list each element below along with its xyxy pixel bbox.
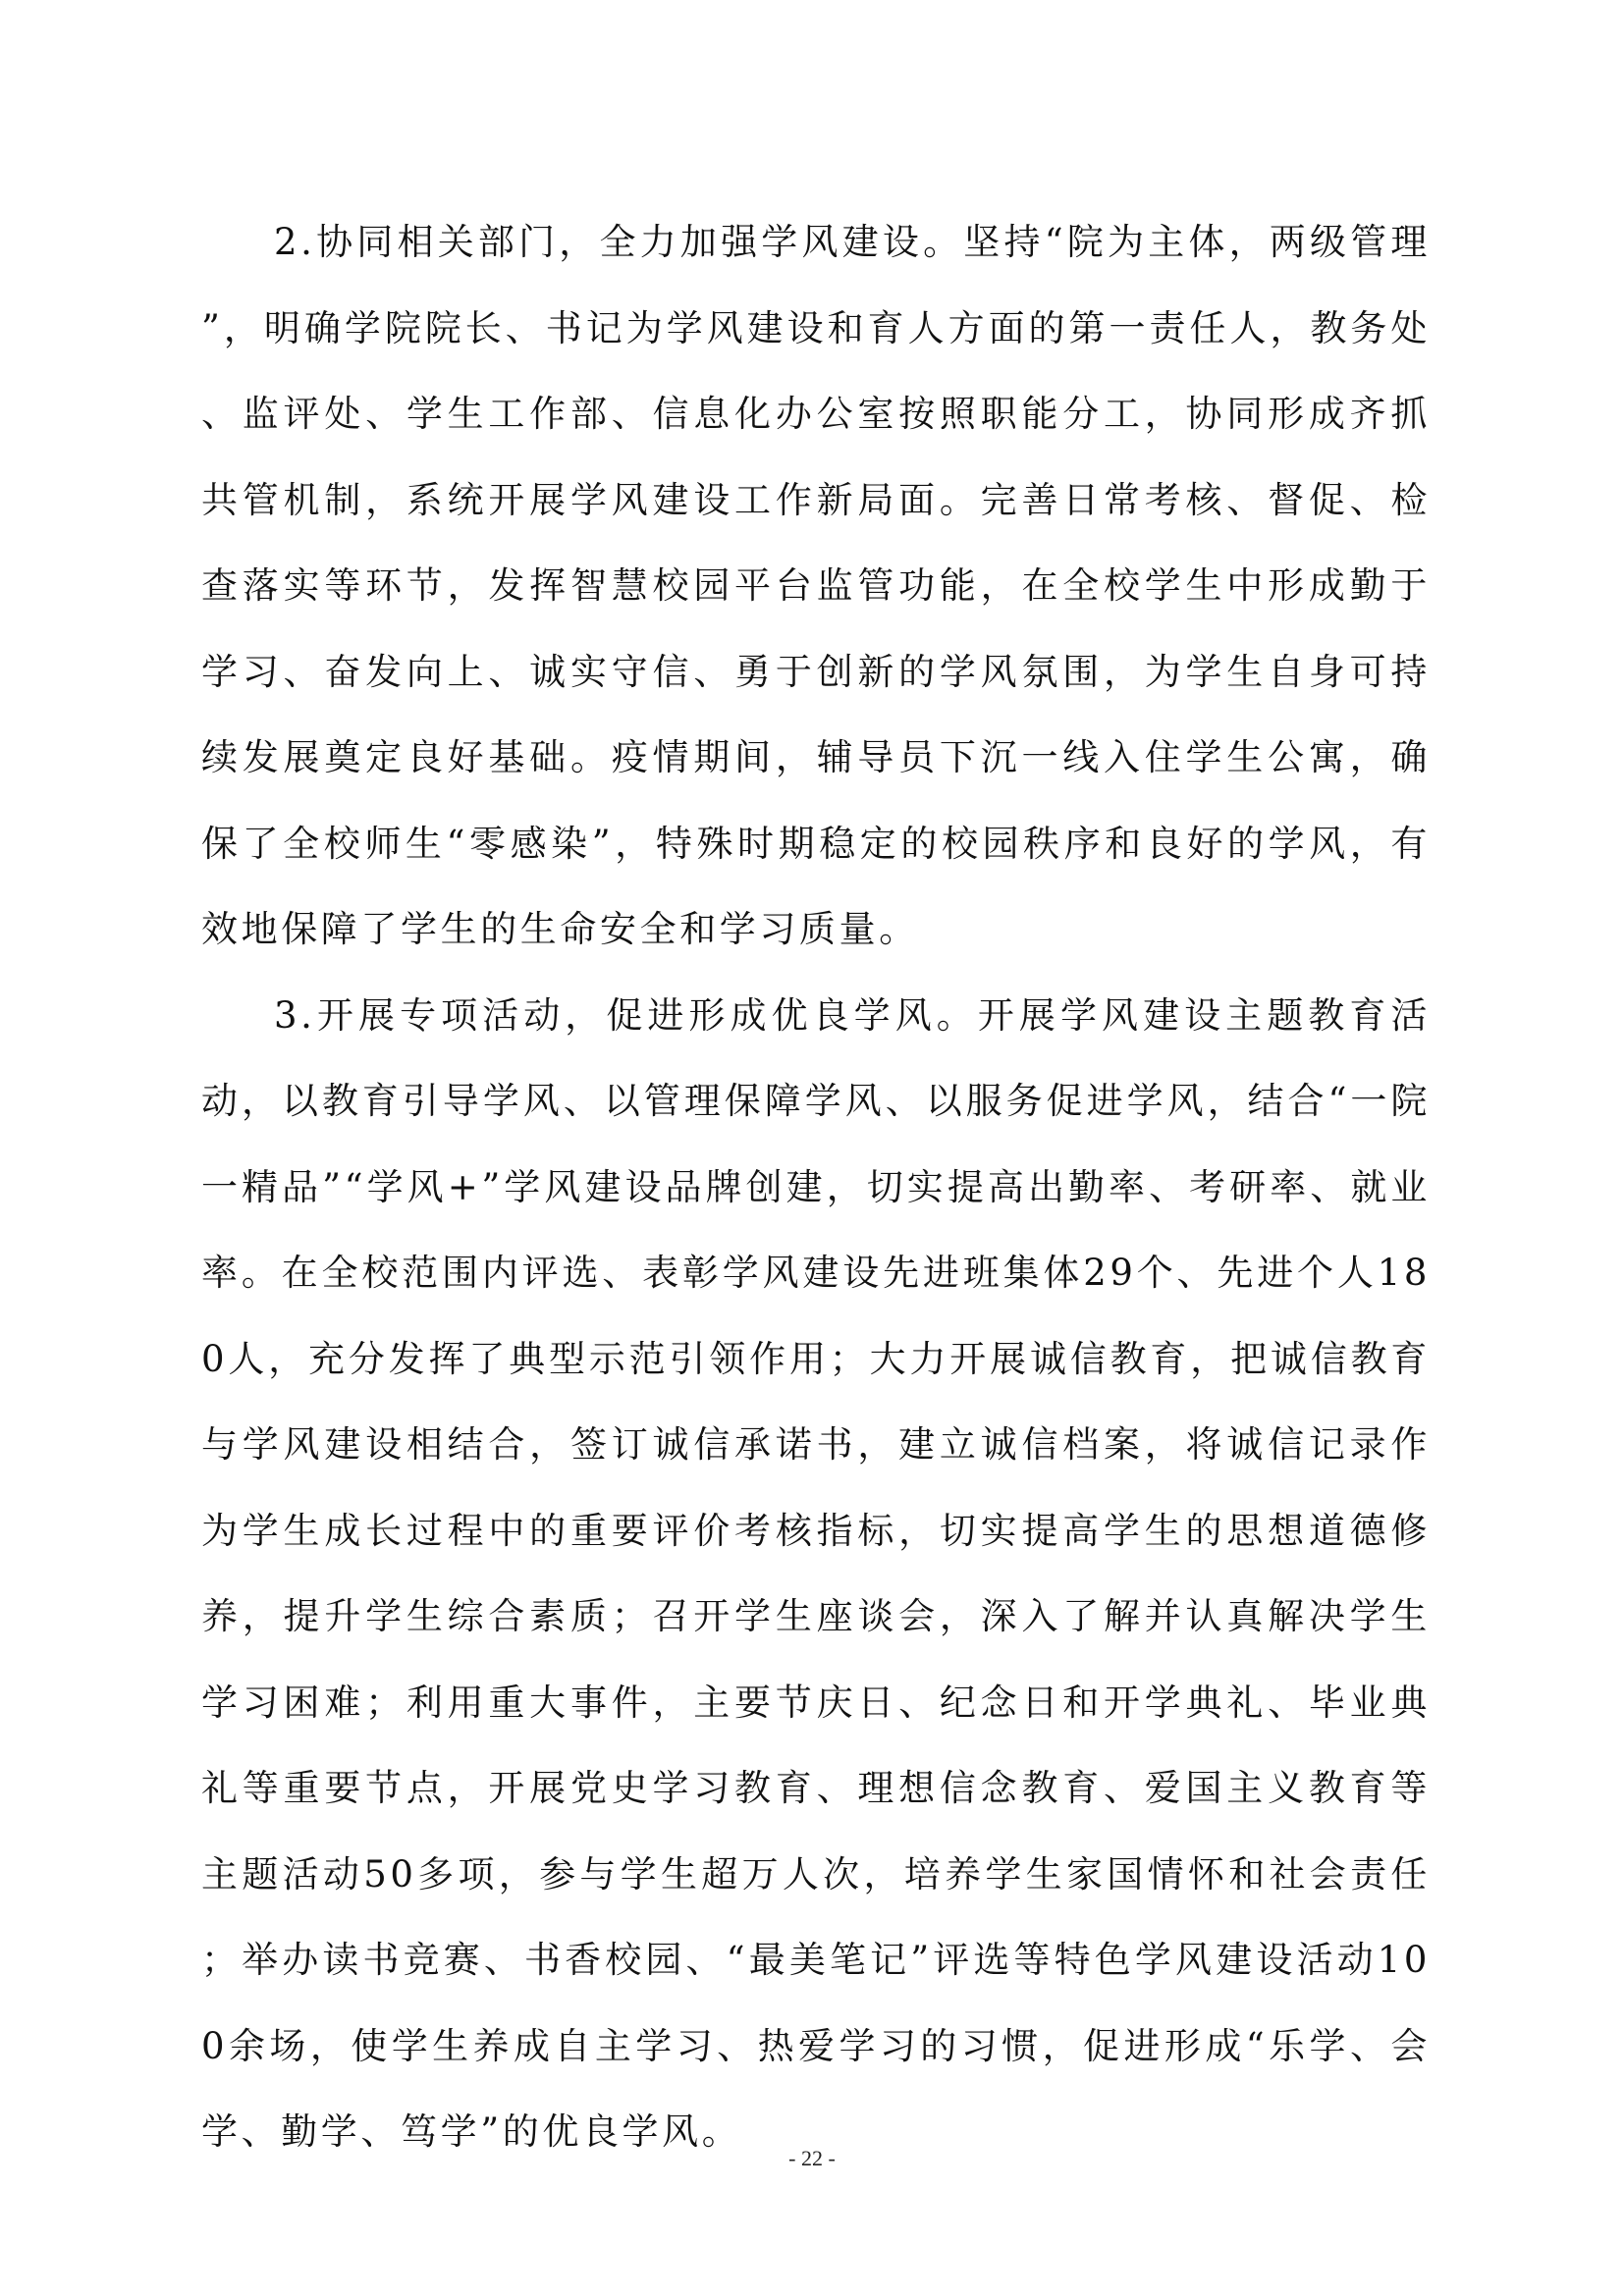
page-number: - 22 -: [788, 2146, 836, 2170]
paragraph-special-activities: 3.开展专项活动，促进形成优良学风。开展学风建设主题教育活动，以教育引导学风、以管理保障学风、以服务促进学风，结合“一院一精品”“学风+”学风建设品牌创建，切实提高出勤率、考研率、就业率。在全校范围内评选、表彰学风建设先进班集体29个、先进个人180人，充分发挥了典型示范引领作用；大力开展诚信教育，把诚信教育与学风建设相结合，签订诚信承诺书，建立诚信档案，将诚信记录作为学生成长过程中的重要评价考核指标，切实提高学生的思想道德修养，提升学生综合素质；召开学生座谈会，深入了解并认真解决学生学习困难；利用重大事件，主要节庆日、纪念日和开学典礼、毕业典礼等重要节点，开展党史学习教育、理想信念教育、爱国主义教育等主题活动50多项，参与学生超万人次，培养学生家国情怀和社会责任；举办读书竞赛、书香校园、“最美笔记”评选等特色学风建设活动100余场，使学生养成自主学习、热爱学习的习惯，促进形成“乐学、会学、勤学、笃学”的优良学风。: [201, 993, 1431, 2153]
paragraph-academic-style-construction: 2.协同相关部门，全力加强学风建设。坚持“院为主体，两级管理”，明确学院院长、书记为学风建设和育人方面的第一责任人，教务处、监评处、学生工作部、信息化办公室按照职能分工，协同形成齐抓共管机制，系统开展学风建设工作新局面。完善日常考核、督促、检查落实等环节，发挥智慧校园平台监管功能，在全校学生中形成勤于学习、奋发向上、诚实守信、勇于创新的学风氛围，为学生自身可持续发展奠定良好基础。疫情期间，辅导员下沉一线入住学生公寓，确保了全校师生“零感染”，特殊时期稳定的校园秩序和良好的学风，有效地保障了学生的生命安全和学习质量。: [201, 221, 1431, 950]
document-body: [201, 199, 1431, 2175]
